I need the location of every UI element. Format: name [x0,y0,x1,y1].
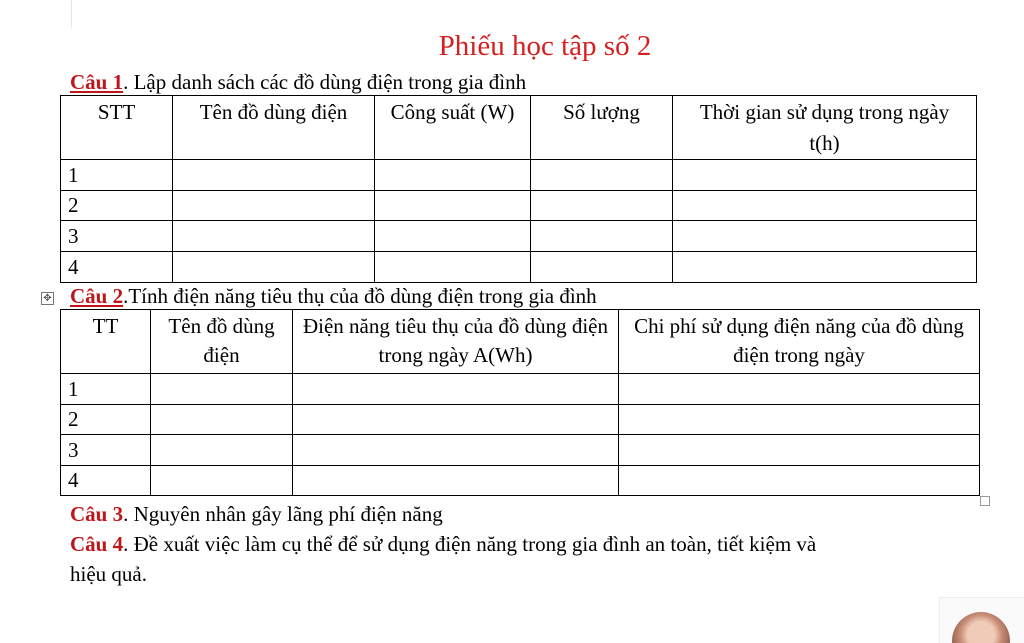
appliance-list-table [60,95,977,283]
question-3-text: . Nguyên nhân gây lãng phí điện năng [123,502,443,526]
table-cell[interactable] [673,160,977,191]
question-4 [70,531,816,557]
table-header-cell: STT [61,96,173,160]
table-cell[interactable] [293,435,619,466]
table-header-cell: Thời gian sử dụng trong ngày t(h) [673,96,977,160]
table-cell[interactable] [173,160,375,191]
row-number-cell: 4 [61,252,173,283]
table-cell[interactable] [531,221,673,252]
question-4-continued: hiệu quả. [70,562,147,586]
table-cell[interactable] [673,191,977,221]
table-header-cell: Tên đồ dùng điện [151,310,293,374]
row-number-cell: 3 [61,221,173,252]
table-cell[interactable] [293,374,619,405]
table-header-cell: Điện năng tiêu thụ của đồ dùng điện trong ngày A(Wh) [293,310,619,374]
question-1-label: Câu 1 [70,70,124,94]
question-2 [70,283,597,309]
table-cell[interactable] [375,191,531,221]
table-row [61,405,980,435]
table-cell[interactable] [293,405,619,435]
table-cell[interactable] [531,252,673,283]
energy-consumption-table [60,309,980,496]
row-number-cell: 2 [61,405,151,435]
table-header-cell: Công suất (W) [375,96,531,160]
table-cell[interactable] [375,221,531,252]
question-1 [70,69,526,95]
question-3 [70,501,443,527]
page-margin-line [71,0,72,28]
table-cell[interactable] [375,252,531,283]
avatar [939,597,1024,643]
table-cell[interactable] [531,191,673,221]
move-icon[interactable]: ✥ [41,292,54,305]
question-4-label: Câu 4 [70,532,124,556]
table-cell[interactable] [619,374,980,405]
table-row [61,466,980,496]
table-cell[interactable] [619,466,980,496]
question-3-label: Câu 3 [70,502,124,526]
table-header-cell: Chi phí sử dụng điện năng của đồ dùng điện trong ngày [619,310,980,374]
table-cell[interactable] [619,435,980,466]
row-number-cell: 2 [61,191,173,221]
row-number-cell: 1 [61,374,151,405]
table-row [61,221,977,252]
page-title: Phiếu học tập số 2 [438,30,652,62]
table-cell[interactable] [151,405,293,435]
table-cell[interactable] [151,435,293,466]
table-header-row [61,96,977,160]
question-2-label: Câu 2 [70,284,124,308]
table-cell[interactable] [173,252,375,283]
table-header-cell: TT [61,310,151,374]
table-row [61,160,977,191]
table-cell[interactable] [673,221,977,252]
table-header-row [61,310,980,374]
table-cell[interactable] [293,466,619,496]
table-cell[interactable] [151,466,293,496]
table-header-cell: Tên đồ dùng điện [173,96,375,160]
table-cell[interactable] [173,191,375,221]
question-4-text: . Đề xuất việc làm cụ thể để sử dụng điện năng trong gia đình an toàn, tiết kiệm và [123,532,817,556]
row-number-cell: 3 [61,435,151,466]
table-cell[interactable] [173,221,375,252]
table-row [61,252,977,283]
table-header-cell: Số lượng [531,96,673,160]
question-1-text: . Lập danh sách các đồ dùng điện trong gia đình [123,70,527,94]
table-cell[interactable] [619,405,980,435]
row-number-cell: 4 [61,466,151,496]
table-cell[interactable] [151,374,293,405]
resize-handle-icon[interactable] [980,496,990,506]
question-2-text: .Tính điện năng tiêu thụ của đồ dùng điện trong gia đình [123,284,597,308]
table-row [61,435,980,466]
table-row [61,374,980,405]
table-cell[interactable] [673,252,977,283]
row-number-cell: 1 [61,160,173,191]
table-cell[interactable] [375,160,531,191]
table-row [61,191,977,221]
table-cell[interactable] [531,160,673,191]
